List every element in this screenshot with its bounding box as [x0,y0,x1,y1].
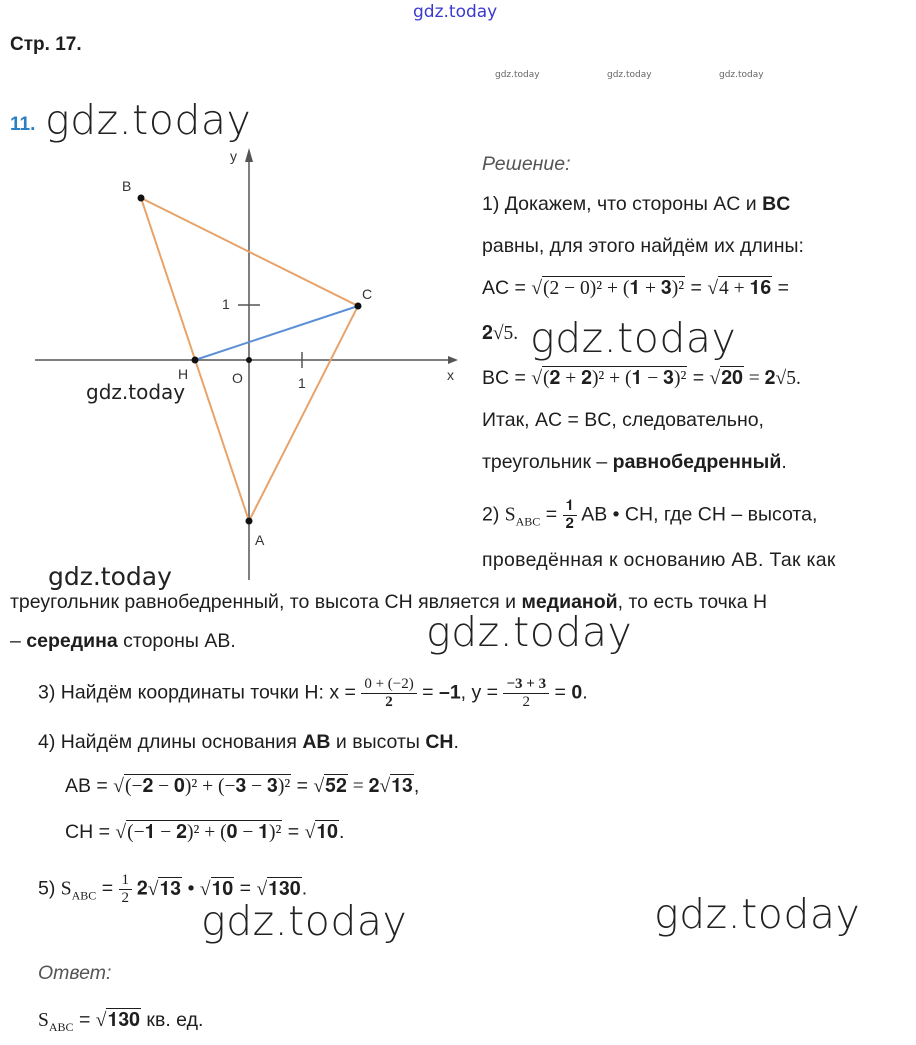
median-ch [195,306,358,360]
text: ABC [48,1019,74,1034]
text: 3) Найдём координаты точки H: x = [38,681,362,704]
radicand: 𝟏𝟑𝟎 [268,878,301,900]
text: треугольник – [482,451,613,473]
fraction [563,498,577,533]
sqrt: √𝟏𝟑 [379,776,413,797]
text: равнобедренный [612,451,782,473]
text: 2) [482,503,505,526]
sqrt: √𝟏𝟑𝟎 [95,1010,141,1031]
text: = 𝟐 [347,776,380,797]
text: S [60,878,72,900]
watermark-small: gdz.today [495,70,540,80]
triangle-line [482,450,787,474]
sqrt: √𝟓𝟐 [313,776,347,797]
radicand: 4 + 𝟏𝟔 [719,278,772,299]
watermark-big: gdz.today [201,897,408,945]
text: 5) [38,877,61,900]
fraction [361,676,416,711]
tick-x-label: 1 [298,375,306,391]
text: AB = [65,775,114,797]
text: CH = [65,821,116,843]
sqrt: √(−𝟐 − 𝟎)² + (−𝟑 − 𝟑)² [113,776,291,797]
text: = [416,681,439,704]
radicand: (2 − 0)² + (𝟏 + 𝟑)² [543,278,685,299]
radicand: (−𝟏 − 𝟐)² + (𝟎 − 𝟏)² [127,822,282,843]
text: BC [762,193,791,215]
radicand: (−𝟐 − 𝟎)² + (−𝟑 − 𝟑)² [124,776,291,797]
fraction [119,872,133,907]
watermark-big: gdz.today [654,890,861,938]
text: , то есть точка H [617,591,768,613]
text: = [772,277,790,299]
solution-heading: Решение: [482,153,571,175]
text: AB • CH, где CH – высота, [576,503,818,526]
numerator: 0 + (−2) [361,676,416,694]
sqrt: √(𝟐 + 𝟐)² + (𝟏 − 𝟑)² [531,368,687,389]
denominator: 𝟐 [565,516,574,532]
step1-line1 [482,192,790,216]
origin-dot [246,357,252,363]
text: 0 [571,681,583,704]
denominator: 2 [385,694,393,710]
numerator: 𝟏 [563,498,577,516]
point-b-label: B [122,178,132,194]
text: • [182,877,200,900]
text: медианой [521,591,618,613]
step2-line4 [10,629,236,653]
task-number: 11. [10,114,36,135]
numerator: 1 [119,872,133,890]
point-h-label: H [178,366,189,382]
denominator: 2 [522,694,531,710]
radicand: 𝟏𝟑 [391,776,413,797]
answer-heading: Ответ: [38,962,112,984]
watermark-medium: gdz.today [48,562,172,591]
text: = [685,277,708,299]
text: и высоты [330,731,426,753]
text: –1 [438,681,461,704]
text: AB [302,731,331,753]
itak-line: Итак, AC = BC, следовательно, [482,409,764,431]
text: = [687,367,710,389]
step1-line2: равны, для этого найдём их длины: [482,235,804,257]
text: = [73,1009,96,1031]
point-a-label: A [255,532,265,548]
coordinate-graph [0,140,460,580]
radicand: 𝟏𝟎 [316,822,338,843]
radicand: 𝟏𝟑 [159,878,182,900]
page-label: Стр. 17. [10,34,82,55]
text: S [38,1010,49,1031]
sqrt: √𝟏𝟎 [304,822,338,843]
text: середина [26,630,118,652]
watermark-big: gdz.today [45,96,252,144]
sqrt: √(−𝟏 − 𝟐)² + (𝟎 − 𝟏)² [115,822,282,843]
text: треугольник равнобедренный, то высота CH является и [10,591,522,613]
watermark-small: gdz.today [719,70,764,80]
point-a-dot [246,518,253,525]
text: S [504,504,516,526]
ac-formula [482,276,789,301]
text: = [291,775,314,797]
text: ABC [71,888,97,903]
step2-line1 [482,498,817,534]
point-b-dot [138,195,145,202]
watermark-small: gdz.today [607,70,652,80]
radicand: 𝟐𝟎 [721,368,743,389]
step2-line3 [10,590,767,614]
text: = [282,821,305,843]
radicand: 𝟓𝟐 [325,776,347,797]
radicand: (𝟐 + 𝟐)² + (𝟏 − 𝟑)² [543,368,687,389]
origin-label: O [232,370,243,386]
numerator: −3 + 3 [503,676,549,694]
text: . [582,681,588,704]
text: = [234,877,257,900]
step2-line2: проведённая к основанию AB. Так как [482,549,836,571]
point-h-dot [192,357,199,364]
watermark-big: gdz.today [530,314,737,362]
text: , y = [460,681,504,704]
text: , [413,775,420,797]
text: . [339,821,345,843]
fraction [503,676,549,711]
text: ABC [515,514,541,529]
text: AC = [482,277,532,299]
axis-x-label: x [447,367,454,383]
tick-y-label: 1 [222,296,230,312]
ac-result: 𝟐√5. [482,323,519,344]
bc-formula [482,366,801,391]
answer-line [38,1008,203,1039]
text: 1) Докажем, что стороны AC и [482,193,763,215]
text: – [10,630,27,652]
text: 4) Найдём длины основания [38,731,303,753]
radicand: 𝟏𝟑𝟎 [107,1010,141,1031]
sqrt: √𝟏𝟎 [199,878,234,900]
watermark-big: gdz.today [426,608,633,656]
text: = [549,681,572,704]
text: = [540,503,563,526]
radicand: 𝟏𝟎 [211,878,234,900]
text: CH [425,731,454,753]
text: . [453,731,459,753]
text: кв. ед. [141,1009,204,1031]
text: . [781,451,787,473]
sqrt: √𝟏𝟑 [147,878,182,900]
step3-line [38,676,588,711]
text: стороны AB. [117,630,236,652]
text: = 𝟐√5. [743,368,801,389]
denominator: 2 [121,890,130,906]
point-c-label: C [362,286,373,302]
sqrt: √(2 − 0)² + (𝟏 + 𝟑)² [531,278,685,299]
ch-formula [65,820,344,845]
sqrt: √4 + 𝟏𝟔 [707,278,772,299]
text: . [301,877,308,900]
step4-line [38,730,459,754]
ab-formula [65,774,419,799]
text: 𝟐 [132,878,148,900]
axis-y-label: y [230,148,237,164]
sqrt: √𝟐𝟎 [709,368,743,389]
watermark-medium: gdz.today [86,380,186,404]
text: = [96,877,119,900]
watermark-top: gdz.today [413,2,498,22]
point-c-dot [355,303,362,310]
sqrt: √𝟏𝟑𝟎 [256,878,301,900]
text: BC = [482,367,532,389]
